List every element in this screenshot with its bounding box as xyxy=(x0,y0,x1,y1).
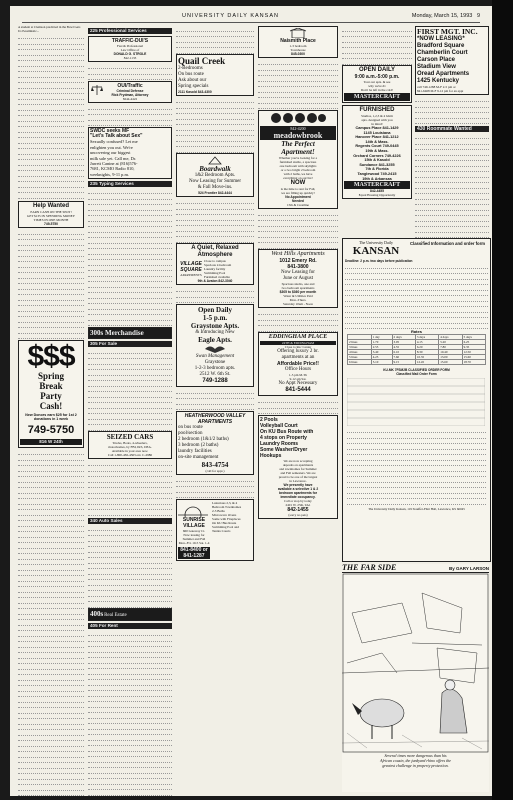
rates-header-cell: 2 days xyxy=(392,334,415,339)
sunrise-line: Mon.-Fri. 10-5 Sat. 1-4 xyxy=(178,540,210,545)
kansan-logo: KANSAN xyxy=(352,245,400,257)
pools-item: On KU Bus Route with xyxy=(260,428,314,435)
swan-line: 1-2-3 bedroom apts. xyxy=(194,365,236,371)
meadowbrook-line: No Appointment xyxy=(285,194,311,199)
spring-line-2: Break xyxy=(39,380,63,391)
rates-cell: 6.25 xyxy=(462,339,485,344)
property-item: 19th & Arkansas xyxy=(362,176,392,181)
sunrise-item: Tennis Courts xyxy=(212,528,231,533)
village-title: VILLAGE SQUARE xyxy=(180,261,202,273)
naismith-ad xyxy=(258,26,338,58)
rates-cell: 9.35 xyxy=(462,344,485,349)
first-mgt-line: *NOW LEASING* xyxy=(417,36,465,42)
rates-header-cell: 5 days xyxy=(462,334,485,339)
swdc-line: Jarrett Canine at (816)576- xyxy=(90,160,138,166)
far-side-title: THE FAR SIDE xyxy=(342,563,397,572)
col1-intro: A student at Clemson predicted in the Bowl Gets Us Pessimistic... xyxy=(18,25,81,33)
oui-phone: 8244-4422 xyxy=(122,96,138,101)
section-for-sale: 305 For Sale xyxy=(88,341,172,347)
pools-item: 4 stops on Property xyxy=(260,434,307,441)
quail-creek-ad xyxy=(176,54,254,96)
eddingham-line: Affordable Price!! xyxy=(277,361,319,367)
village-item: Laundry facility xyxy=(204,267,226,271)
column-1 xyxy=(18,26,84,796)
swdc-ad xyxy=(88,127,172,180)
sunrise-line: Now leasing for xyxy=(183,532,205,537)
help-wanted-line: TIMES IN ONE MONTH xyxy=(33,217,69,222)
eddingham-ad xyxy=(258,332,338,396)
eddingham-line: Offering luxury 2 br. xyxy=(277,349,319,354)
pools-phone: 842-1455 xyxy=(287,506,309,513)
sunrise-logo-icon xyxy=(178,501,208,517)
page-number: 9 xyxy=(476,13,480,19)
meadowbrook-line: is the time to rent for Fall, xyxy=(280,186,316,191)
meadowbrook-line: everything on our list! xyxy=(283,175,313,180)
rates-cell: 4 lines xyxy=(348,349,372,354)
meadowbrook-line: Whether you're looking for a xyxy=(278,155,318,160)
spring-line-3: Party xyxy=(40,390,62,401)
property-item: 7th & Florida xyxy=(365,167,389,172)
meadowbrook-line: or a two bright 2 bedroom xyxy=(280,167,316,172)
property-item: Regents Court 749-0445 xyxy=(355,144,399,149)
rates-cell: 6.10 xyxy=(392,349,415,354)
swdc-line: 7681, KCMO Radio 810, xyxy=(90,166,135,172)
traffic-dui-ad xyxy=(88,36,172,62)
village-address: 9th & Avalon 842-3040 xyxy=(197,279,233,283)
section-roommate: 430 Roommate Wanted xyxy=(415,126,489,132)
heatherwood-item: 2 bedroom (1&1/2 baths) xyxy=(178,436,229,442)
furnished-title: FURNISHED xyxy=(359,107,395,113)
pools-line: deposits on apartments xyxy=(282,462,314,467)
pools-ad xyxy=(258,415,338,519)
far-side-cartoon xyxy=(342,564,489,792)
rates-header-cell: 4 days xyxy=(439,334,462,339)
scales-icon xyxy=(91,84,103,96)
pools-line: immediate occupancy. xyxy=(280,494,316,499)
quail-line: Ask about our xyxy=(178,78,207,83)
property-item: 1145 Louisiana xyxy=(363,130,391,135)
property-item: Campus Place 841-1429 xyxy=(355,126,399,130)
swdc-line: uncovering our biggest xyxy=(90,150,131,156)
oui-ad xyxy=(88,81,172,103)
first-mgt-item: 1425 Kentucky xyxy=(417,78,460,84)
meadowbrook-line: one bedroom with skylights xyxy=(279,163,317,168)
property-item: Hanover Place 841-1212 xyxy=(355,135,399,140)
rates-cell: 6.20 xyxy=(415,344,438,349)
first-mgt-item: Carson Place xyxy=(417,57,456,63)
first-mgt-ad xyxy=(415,26,489,95)
rates-cell: 9.15 xyxy=(392,359,415,364)
rates-cell: 15.60 xyxy=(439,359,462,364)
first-mgt-line: 841-6468 M-F 9-12 pm for an appt xyxy=(417,89,464,93)
swdc-line: "Let's Talk about Sex" xyxy=(90,132,143,139)
boardwalk-title: Boardwalk xyxy=(199,165,231,173)
traffic-phone: 842-1133 xyxy=(123,56,137,60)
seized-line: Call 1-800-436-4363 ext. C-2986 xyxy=(107,453,153,458)
sunrise-line: Summer and Fall xyxy=(182,536,206,541)
furnished-line: Studios, 1,2,3 & 4 bdrm xyxy=(361,114,393,118)
new-donors-text: New Donors earn $25 for 1st 2 donations in 1 week xyxy=(25,412,77,421)
heatherwood-title: HEATHERWOOD VALLEY APARTMENTS xyxy=(184,412,246,425)
property-item: Tanglewood 749-2415 xyxy=(357,171,397,176)
header-masthead: UNIVERSITY DAILY KANSAN xyxy=(182,13,279,19)
help-wanted-title: Help Wanted xyxy=(32,202,70,209)
far-side-byline: By GARY LARSON xyxy=(448,566,489,571)
sunrise-item: Microwave Ovens xyxy=(212,512,237,517)
rates-cell: 15.60 xyxy=(462,354,485,359)
help-wanted-phone: 749-5750 xyxy=(44,221,58,226)
quail-title: Quail Creek xyxy=(178,56,226,66)
village-item: Swimming Pool xyxy=(204,271,226,275)
swdc-line: Sexually confused? Let me xyxy=(90,139,138,145)
rates-cell: 4.15 xyxy=(415,339,438,344)
pools-item: Some Washer/Dryer xyxy=(260,446,308,453)
sunrise-ad xyxy=(176,499,254,561)
traffic-title: TRAFFIC-DUI'S xyxy=(111,38,149,44)
first-mgt-item: Stadium View xyxy=(417,64,456,70)
pools-line: Call or stop by today xyxy=(284,498,312,503)
boardwalk-line: & Fall Move-ins. xyxy=(197,185,233,190)
classified-deadline: Deadline: 2 p.m. two days before publication xyxy=(345,259,413,263)
sunrise-item: Luxurious 2,3, & 4 xyxy=(212,500,238,505)
meadowbrook-title: meadowbrook xyxy=(260,131,336,140)
open-daily-title: OPEN DAILY xyxy=(358,67,396,73)
furnished-line: Equal Housing Opportunity xyxy=(358,193,396,198)
open-daily-line: Don't be left in the cold! xyxy=(360,88,394,92)
seized-line: Trucks, Boats, 4-wheelers, xyxy=(112,441,148,446)
westhills-line: Now Leasing for xyxy=(281,270,315,275)
oui-line: Criminal Defense xyxy=(116,88,144,93)
village-item: Furnished available xyxy=(204,275,230,279)
rates-cell: 2.55 xyxy=(371,344,392,349)
cartoon-panel-icon xyxy=(342,573,489,753)
form-code: KU-MK 7FSM2B CLASSIFIED ORDER FORM xyxy=(383,367,450,372)
swdc-line: weeknights, 9-11 p.m. xyxy=(90,171,129,177)
westhills-line: June or August xyxy=(283,276,313,281)
first-mgt-line: call 749-1288 M-F 2-5 pm or xyxy=(417,85,456,89)
rates-header-cell: 1 day xyxy=(371,334,392,339)
eddingham-title: EDDINGHAM PLACE xyxy=(268,334,328,340)
village-item: Spacious 2-bedroom xyxy=(204,263,232,267)
dollar-signs: $$$ xyxy=(27,339,75,373)
pools-line: proud to be one of the largest xyxy=(278,474,318,479)
column-2 xyxy=(88,26,172,796)
pools-item: Volleyball Court xyxy=(260,422,298,429)
village-sub: APARTMENTS xyxy=(180,273,202,277)
quiet-line: Atmosphere xyxy=(197,252,233,258)
swan-phone: 749-1288 xyxy=(202,377,228,384)
rates-cell: 6 lines xyxy=(348,359,372,364)
rates-cell: 5.10 xyxy=(371,359,392,364)
seized-line: motorhomes, by FBI, IRS, DEA. xyxy=(108,445,152,450)
rates-cell: 10.40 xyxy=(439,349,462,354)
open-line: 1-5 p.m. xyxy=(202,313,228,322)
rates-cell: 4.25 xyxy=(371,354,392,359)
merchandise-title: 300s Merchandise xyxy=(90,328,144,337)
eddingham-line: 24TH & EDDINGHAM xyxy=(260,341,336,345)
rates-cell: 7.60 xyxy=(392,354,415,359)
column-3 xyxy=(176,26,254,563)
boardwalk-ad xyxy=(176,153,254,197)
swdc-line: milk sale yet. Call me, Dr. xyxy=(90,155,137,161)
meadowbrook-line: Needed xyxy=(292,198,304,203)
furnished-mastercraft: MASTERCRAFT xyxy=(344,181,410,189)
meadowbrook-line: NOW xyxy=(290,179,306,186)
traffic-lawyer: DONALD G. STROLE xyxy=(113,52,147,56)
pools-line: available a selective 1 & 2 xyxy=(277,486,319,491)
swan-line: 2512 W. 6th St. xyxy=(199,371,231,377)
pools-item: 2 Pools xyxy=(260,416,278,423)
open-line: Eagle Apts. xyxy=(198,335,232,344)
classified-sub: Classified Information and order form xyxy=(410,241,485,246)
property-item: 19th & Mass. xyxy=(365,148,389,153)
open-daily-ad xyxy=(342,65,412,103)
classified-order-form xyxy=(342,238,491,562)
pools-line: We are now accepting xyxy=(283,458,313,463)
rates-cell: 18.70 xyxy=(462,359,485,364)
page-header xyxy=(22,12,480,23)
sunrise-item: Some with Fireplaces xyxy=(212,516,241,521)
property-item: Sundance 841-3255 xyxy=(359,162,395,167)
form-title: Classified Mail Order Form xyxy=(396,371,437,376)
swdc-line: enlighten you out. We're xyxy=(90,144,133,150)
heatherwood-item: 3 bedroom (2 baths) xyxy=(178,442,219,448)
rates-cell: 12.45 xyxy=(415,359,438,364)
help-wanted-line: EARN CASH ON THE SPOT! xyxy=(30,209,72,214)
naismith-line: 1-3 bedroom xyxy=(289,44,307,48)
westhills-line: Saturday 10am - Noon xyxy=(283,302,313,306)
property-item: Orchard Corners 749-4226 xyxy=(353,153,401,158)
sunrise-line: 660 Gateway Ct. xyxy=(182,528,206,533)
meadowbrook-line: we are filling up quickly! xyxy=(281,190,315,195)
boardwalk-line: 1&2 Bedroom Apts. xyxy=(194,173,236,178)
sunrise-item: Swimming Pool and xyxy=(212,524,239,529)
form-footer: The University Daily Kansan, 119 Stauffer-Flint Hall, Lawrence, KS 66045 xyxy=(368,506,465,511)
rates-cell: 13.00 xyxy=(439,354,462,359)
cartoon-caption: greatest challenge in property protection. xyxy=(382,763,449,768)
furnished-ad xyxy=(342,105,412,199)
westhills-line: 1012 Emery Rd. xyxy=(279,258,317,264)
swdc-line: SWDC seeks MF xyxy=(90,127,130,134)
boardwalk-logo-icon xyxy=(208,155,222,165)
column-5 xyxy=(342,26,412,201)
kansan-subtitle: The University Daily xyxy=(359,240,393,245)
cartoon-caption: Several times more dangerous than his xyxy=(384,753,447,758)
westhills-line: two bedroom apartments xyxy=(281,286,315,290)
quail-line: 2-Bedrooms xyxy=(178,66,203,71)
meadowbrook-line: 15th & Crestline xyxy=(287,202,309,207)
plasma-address: 816 W 24th xyxy=(20,439,82,445)
furnished-phone: 842-4455 xyxy=(370,189,384,194)
first-mgt-title: FIRST MGT. INC. xyxy=(417,27,478,36)
section-for-rent: 405 For Rent xyxy=(88,623,172,629)
scanner-edge xyxy=(492,0,513,800)
meadowbrook-line: furnished studio, a spacious xyxy=(279,159,317,164)
village-square-ad xyxy=(176,243,254,285)
real-estate-header xyxy=(88,608,172,621)
rates-cell: 12.50 xyxy=(462,349,485,354)
heatherwood-item: on-site management xyxy=(178,454,219,460)
spring-line-1: Spring xyxy=(37,370,64,381)
eddingham-line: apartments at an xyxy=(281,355,315,360)
sunrise-item: On KU Bus Route xyxy=(212,520,237,525)
rates-cell: 4.55 xyxy=(392,344,415,349)
oui-attorney: Rick Frydman, Attorney xyxy=(111,92,149,97)
west-hills-ad xyxy=(258,249,338,308)
header-date: Monday, March 15, 1993 9 xyxy=(411,13,480,19)
property-item: 15th & Kasold xyxy=(364,158,390,163)
first-mgt-item: Oread Apartments xyxy=(417,71,470,77)
rates-cell: 2 lines xyxy=(348,339,372,344)
merchandise-header xyxy=(88,327,172,339)
property-item: 14th & Mass. xyxy=(365,139,389,144)
traffic-line: Fast & Professional xyxy=(116,44,143,48)
rates-cell: 5 lines xyxy=(348,354,372,359)
quiet-line: A Quiet, Relaxed xyxy=(191,245,239,251)
newspaper-page xyxy=(10,6,492,796)
rates-cell: 3.40 xyxy=(371,349,392,354)
help-wanted-ad xyxy=(18,201,84,228)
heatherwood-item: pool/section xyxy=(178,430,203,436)
open-daily-line: 9:00 a.m.-5:00 p.m. xyxy=(354,74,400,80)
section-professional: 225 Professional Services xyxy=(88,28,172,34)
real-estate-title: Real Estate xyxy=(104,613,127,619)
rates-row xyxy=(348,359,486,364)
ad-copy-grid xyxy=(347,378,485,426)
heatherwood-item: on bus route xyxy=(178,424,203,430)
graystone-ad xyxy=(176,304,254,387)
column-6 xyxy=(415,26,489,244)
sunrise-title: SUNRISE VILLAGE xyxy=(182,516,206,529)
village-item: Close to campus xyxy=(204,259,226,263)
rates-cell: 7.80 xyxy=(439,344,462,349)
open-line: & Introducing New xyxy=(195,329,235,335)
rates-cell: 3 lines xyxy=(348,344,372,349)
building-icon xyxy=(289,28,307,38)
meadowbrook-ad xyxy=(258,110,338,209)
seized-cars-ad xyxy=(88,431,172,459)
seized-title: SEIZED CARS xyxy=(106,433,154,442)
pools-item: Laundry Rooms xyxy=(260,440,299,447)
eddingham-line: No Appt Necessary xyxy=(278,381,318,386)
westhills-line: Water & Utilities Paid xyxy=(283,294,313,298)
swan-title: Swan Management xyxy=(195,353,235,359)
seized-line: Available in your area now. xyxy=(111,449,149,454)
westhills-line: 841-3800 xyxy=(287,264,309,270)
pools-line: and Fall semesters. We are xyxy=(280,470,316,475)
pools-line: We presently have xyxy=(283,482,313,487)
cartoon-caption: African cousin, the junkyard rhino offers the xyxy=(380,758,451,763)
pools-line: in Lawrence. xyxy=(289,478,307,483)
sunrise-phone: 841-8400 or 841-1287 xyxy=(178,547,210,559)
westhills-line: Spacious studio, one and xyxy=(281,282,315,286)
meadowbrook-line: with 2 baths, we have xyxy=(283,171,313,176)
first-mgt-item: Chamberlin Court xyxy=(417,50,468,56)
pools-line: bedroom apartments for xyxy=(278,490,318,495)
traffic-line: Law Office of xyxy=(120,48,140,52)
quail-line: Spring specials xyxy=(178,84,209,89)
heatherwood-item: laundry facilities xyxy=(178,448,212,454)
eddingham-phone: 841-5444 xyxy=(285,387,311,393)
eddingham-line: Close to Rec Center xyxy=(284,345,312,349)
sunrise-item: Bedroom Townhomes xyxy=(212,504,242,509)
heatherwood-ad xyxy=(176,411,254,475)
spring-line-4: Cash! xyxy=(39,400,63,411)
naismith-phone: 845-0300 xyxy=(291,52,305,56)
plasma-phone: 749-5750 xyxy=(27,424,75,437)
first-mgt-item: Bradford Square xyxy=(417,43,465,49)
section-typing: 235 Typing Services xyxy=(88,181,172,187)
help-wanted-line: GET $135 IN SPENDING MONEY xyxy=(26,213,76,218)
mastercraft-logo: MASTERCRAFT xyxy=(344,93,410,101)
rates-cell: 8.30 xyxy=(415,349,438,354)
open-line: Open Daily xyxy=(197,305,233,314)
eddingham-line: 1-5 pm M-Th xyxy=(289,373,307,377)
real-estate-number: 400s xyxy=(90,610,104,619)
open-line: Graystone Apts. xyxy=(190,321,240,330)
pools-line: 2401 W. 25th, 9A1 xyxy=(285,502,311,507)
westhills-line: $305 to $360 per month xyxy=(279,290,317,294)
heatherwood-phone: 843-4754 xyxy=(201,460,229,469)
oui-title: OUI/Traffic xyxy=(117,82,143,89)
furnished-line: apts. designed with you xyxy=(361,118,393,122)
meadowbrook-phone: 842-4200 xyxy=(260,126,336,131)
plasma-ad xyxy=(18,340,84,449)
quail-phone: 2111 Kasold 843-4300 xyxy=(178,90,212,94)
boardwalk-line: Now Leasing for Summer xyxy=(188,179,242,184)
open-daily-line: Tour our apts. & see xyxy=(363,80,391,84)
naismith-title: Naismith Place xyxy=(280,38,316,44)
open-daily-line: why we're #1 xyxy=(368,84,386,88)
rates-table xyxy=(347,334,486,365)
quail-line: On bus route xyxy=(178,72,204,77)
heatherwood-call: (call for appt.) xyxy=(205,468,225,473)
sunrise-item: 2-3 Baths xyxy=(212,508,225,513)
eddingham-line: Office Hours xyxy=(284,367,312,372)
rates-title: Rates xyxy=(411,328,422,334)
westhills-title: West Hills Apartments xyxy=(271,251,325,257)
trees-icon xyxy=(268,112,328,126)
rates-header-cell: 3 days xyxy=(415,334,438,339)
meadowbrook-line: Apartment! xyxy=(281,147,315,156)
boardwalk-phone: 524 Frontier 842-4444 xyxy=(198,191,232,195)
rates-cell: 1.70 xyxy=(371,339,392,344)
section-auto-sales: 340 Auto Sales xyxy=(88,518,172,524)
pools-line: and townhomes for Summer xyxy=(279,466,317,471)
pools-item: Hookups xyxy=(260,452,282,459)
eagle-icon xyxy=(205,344,225,354)
eddingham-line: 9-12 am Sat. xyxy=(289,377,307,381)
swan-line: Graystone xyxy=(204,359,226,365)
column-4 xyxy=(258,26,338,521)
rates-cell: 3.05 xyxy=(392,339,415,344)
rates-cell: 5.20 xyxy=(439,339,462,344)
naismith-line: Townhouse xyxy=(290,48,306,52)
westhills-line: Mon.-Thurs. xyxy=(289,298,307,302)
meadowbrook-line: The Perfect xyxy=(281,139,315,148)
furnished-line: in mind! xyxy=(371,122,383,126)
rates-cell: 10.35 xyxy=(415,354,438,359)
pools-line: (sorry no pets) xyxy=(288,512,308,517)
